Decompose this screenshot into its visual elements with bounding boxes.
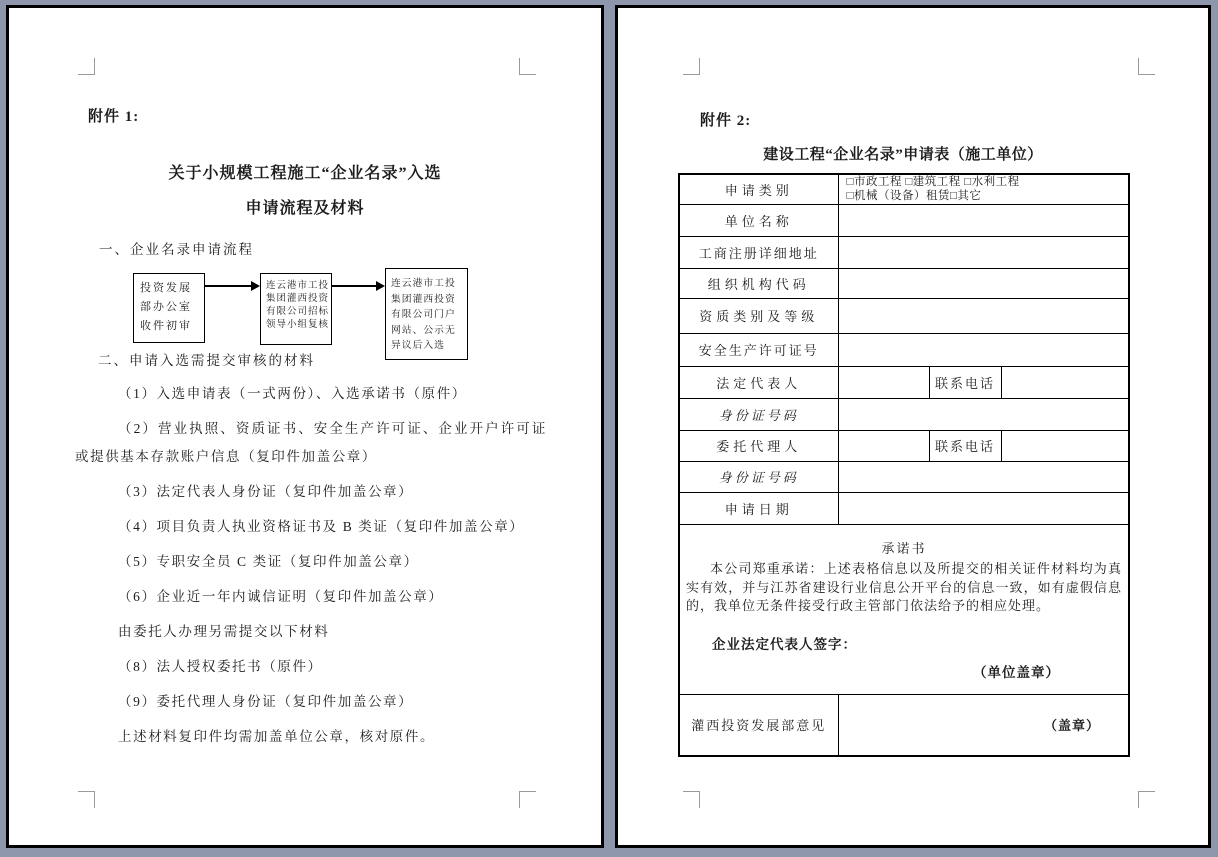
crop-mark-top-left (683, 58, 700, 75)
section2-heading: 二、申请入选需提交审核的材料 (98, 353, 315, 368)
legal-rep-phone-value-cell[interactable] (1001, 366, 1129, 398)
page1-title-line1: 关于小规模工程施工“企业名录”入选 (168, 165, 442, 182)
agent-phone-value-cell[interactable] (1001, 430, 1129, 461)
dept-seal-label: （盖章） (1044, 718, 1101, 734)
category-label-cell: 申请类别 (679, 174, 838, 204)
category-options-line1[interactable]: □市政工程 □建筑工程 □水利工程 (846, 176, 1020, 189)
page-attachment-1[interactable] (6, 5, 604, 848)
company-name-value-cell[interactable] (838, 204, 1129, 236)
safety-permit-label-cell: 安全生产许可证号 (679, 333, 838, 366)
attachment-1-label: 附件 1: (88, 109, 140, 125)
commitment-body: 本公司郑重承诺：上述表格信息以及所提交的相关证件材料均为真实有效，并与江苏省建设行业信息公开平台的信息一致，如有虚假信息的，我单位无条件接受行政主管部门依法给予的相应处理。 (686, 561, 1123, 614)
crop-mark-top-left (78, 58, 95, 75)
flow-arrowhead-2-icon (376, 281, 385, 291)
agent-id-value-cell[interactable] (838, 461, 1129, 492)
agent-value-cell[interactable] (838, 430, 929, 461)
flowchart-box-bidding-group-recheck: 连云港市工投集团灌西投资有限公司招标领导小组复核 (260, 273, 332, 345)
agent-phone-label-cell: 联系电话 (929, 430, 1001, 461)
category-options-line2[interactable]: □机械（设备）租赁□其它 (846, 189, 982, 202)
legal-rep-signature-label: 企业法定代表人签字： (712, 636, 857, 652)
application-form-table (678, 173, 1130, 757)
materials-list (75, 380, 547, 758)
crop-mark-bottom-left (78, 791, 95, 808)
legal-rep-phone-label-cell: 联系电话 (929, 366, 1001, 398)
crop-mark-bottom-right (519, 791, 536, 808)
company-name-label-cell: 单位名称 (679, 204, 838, 236)
legal-rep-id-label-cell: 身份证号码 (679, 398, 838, 430)
page-attachment-2[interactable] (615, 5, 1211, 848)
legal-rep-label-cell: 法定代表人 (679, 366, 838, 398)
apply-date-value-cell[interactable] (838, 492, 1129, 524)
commitment-cell[interactable] (679, 524, 1129, 694)
material-item-5: （5）专职安全员 C 类证（复印件加盖公章） (118, 554, 419, 569)
flow-arrow-line-2 (332, 285, 376, 287)
safety-permit-value-cell[interactable] (838, 333, 1129, 366)
crop-mark-top-right (519, 58, 536, 75)
material-item-4: （4）项目负责人执业资格证书及 B 类证（复印件加盖公章） (118, 519, 525, 534)
material-item-3: （3）法定代表人身份证（复印件加盖公章） (118, 484, 414, 499)
agent-label-cell: 委托代理人 (679, 430, 838, 461)
material-note-agent: 由委托人办理另需提交以下材料 (118, 624, 330, 639)
material-item-8: （8）法人授权委托书（原件） (118, 659, 323, 674)
flowchart-box-website-publicity: 连云港市工投集团灌西投资有限公司门户网站、公示无异议后入选 (385, 268, 468, 360)
material-item-6: （6）企业近一年内诚信证明（复印件加盖公章） (118, 589, 444, 604)
material-item-2: （2）营业执照、资质证书、安全生产许可证、企业开户许可证或提供基本存款账户信息（复印件加盖公章） (75, 421, 547, 464)
qualification-value-cell[interactable] (838, 298, 1129, 333)
org-code-label-cell: 组织机构代码 (679, 268, 838, 298)
agent-id-label-cell: 身份证号码 (679, 461, 838, 492)
category-options-cell[interactable] (838, 174, 1129, 204)
legal-rep-value-cell[interactable] (838, 366, 929, 398)
material-item-9: （9）委托代理人身份证（复印件加盖公章） (118, 694, 414, 709)
section1-heading: 一、企业名录申请流程 (99, 242, 254, 257)
legal-rep-id-value-cell[interactable] (838, 398, 1129, 430)
attachment-2-label: 附件 2: (700, 113, 752, 129)
material-item-1: （1）入选申请表（一式两份）、入选承诺书（原件） (118, 386, 467, 401)
commitment-title: 承诺书 (881, 541, 927, 557)
registered-address-label-cell: 工商注册详细地址 (679, 236, 838, 268)
flow-arrowhead-1-icon (251, 281, 260, 291)
unit-seal-label: （单位盖章） (973, 664, 1061, 680)
apply-date-label-cell: 申请日期 (679, 492, 838, 524)
dept-opinion-label-cell: 灌西投资发展部意见 (679, 694, 838, 756)
crop-mark-top-right (1138, 58, 1155, 75)
page1-title-line2: 申请流程及材料 (245, 200, 365, 217)
dept-opinion-value-cell[interactable] (838, 694, 1129, 756)
crop-mark-bottom-left (683, 791, 700, 808)
registered-address-value-cell[interactable] (838, 236, 1129, 268)
material-closing-note: 上述材料复印件均需加盖单位公章，核对原件。 (118, 729, 436, 744)
crop-mark-bottom-right (1138, 791, 1155, 808)
org-code-value-cell[interactable] (838, 268, 1129, 298)
form-title: 建设工程“企业名录”申请表（施工单位） (763, 147, 1043, 163)
qualification-label-cell: 资质类别及等级 (679, 298, 838, 333)
flow-arrow-line-1 (205, 285, 251, 287)
flowchart-box-office-initial-review: 投资发展部办公室收件初审 (133, 273, 205, 343)
